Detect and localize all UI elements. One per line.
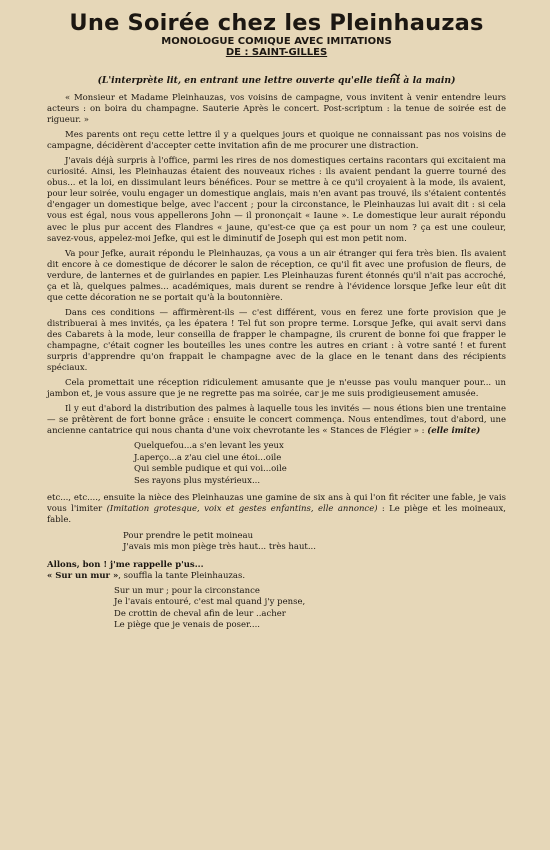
dialogue-quote: « Sur un mur »	[47, 571, 119, 581]
paragraph: Cela promettait une réception ridiculement amusante que je n'eusse pas voulu manquer pour... un jambon et, je vous assure que je ne regrette pas ma soirée, car je me suis prodigieusement amusée.	[47, 378, 506, 400]
paragraph: Dans ces conditions — affirmèrent-ils — c'est différent, vous en ferez une forte provision que je distribuerai à mes invités, ça les épatera ! Tel fut son propre terme. Lorsque Jefke, qui avait servi dans des Cabarets à la mode, leur conseilla de frapper le champagne, ils crurent de bonne foi que frapper le champagne, c'était cogner les bouteilles les unes contre les autres en criant : à votre santé ! et furent surpris d'apprendre qu'on frappait le champagne avec de la glace en le tenant dans des récipients spéciaux.	[47, 307, 506, 374]
page-title: Une Soirée chez les Pleinhauzas	[69, 10, 484, 36]
paragraph: Mes parents ont reçu cette lettre il y a quelques jours et quoique ne connaissant pas nos voisins de campagne, décidèrent d'accepter cette invitation afin de me procurer une distraction.	[47, 130, 506, 152]
verse-stanza	[47, 586, 506, 632]
paragraph-text: Il y eut d'abord la distribution des palmes à laquelle tous les invités — nous étions bien une trentaine — se prêtèrent de fort bonne grâce : ensuite le concert commença. Nous entendîmes, tout d'abord, une ancienne cantatrice qui nous chanta d'une voix chevrotante les « Stances de Flégier » :	[47, 404, 506, 437]
verse-line: Qui semble pudique et qui voi...oile	[134, 464, 287, 475]
verse-line: J.aperço...a z'au ciel une étoi...oile	[134, 452, 282, 463]
paragraph	[47, 493, 506, 526]
stage-direction: (L'interprète lit, en entrant une lettre ouverte qu'elle tient à la main)	[97, 75, 456, 86]
verse-line: De crottin de cheval afin de leur ..acher	[114, 608, 286, 619]
paragraph-text: etc..., etc...., ensuite la nièce des Pleinhauzas une gamine de six ans à qui l'on fit réciter une fable, je vais vous l'imiter	[47, 493, 506, 515]
paragraph: Va pour Jefke, aurait répondu le Pleinhauzas, ça vous a un air étranger qui fera très bien. Ils avaient dit encore à ce domestique de décorer le salon de réception, ce qu'il fit avec une profusion de fleurs, de verdure, de lanternes et de guirlandes en papier. Les Pleinhauzas furent étonnés qu'il n'ait pas accroché, ça et là, quelques palmes... académiques, mais durent se rendre à l'évidence lorsque Jefke leur eût dit que cette décoration ne se portait qu'à la boutonnière.	[47, 248, 506, 303]
verse-stanza	[47, 531, 506, 554]
verse-line: Quelquefou...a s'en levant les yeux	[134, 441, 284, 452]
dialogue-line: Allons, bon ! j'me rappelle p'us...	[47, 559, 204, 570]
dialogue-line	[47, 571, 506, 583]
paragraph-text: : Le piège et les moineaux, fable.	[47, 504, 506, 526]
verse-line: Sur un mur ; pour la circonstance	[114, 585, 260, 596]
verse-line: Je l'avais entouré, c'est mal quand j'y pense,	[114, 597, 306, 607]
verse-line: J'avais mis mon piège très haut... très haut...	[123, 542, 316, 552]
stage-direction-inline: (Imitation grotesque, voix et gestes enfantins, elle annonce)	[106, 504, 378, 515]
stage-direction-inline: (elle imite)	[427, 426, 481, 437]
verse-line: Le piège que je venais de poser....	[114, 620, 260, 630]
dialogue-text: , souffla la tante Pleinhauzas.	[118, 571, 246, 581]
verse-stanza	[47, 441, 506, 487]
paragraph: J'avais déjà surpris à l'office, parmi les rires de nos domestiques certains racontars qui excitaient ma curiosité. Ainsi, les Pleinhauzas étaient des nouveaux riches : ils avaient pendant la guerre tourné des obus... et la loi, en dissimulant leurs bénéfices. Pour se mettre à ce qu'il croyaient à la mode, ils avaient, pour leur soirée, voulu engager un domestique anglais, mais n'en avant pas trouvé, ils s'étaient contentés d'engager un domestique belge, avec l'accent ; pour la circonstance, le Pleinhauzas lui avait dit : si cela vous est égal, nous vous appellerons John — il prononçait « Iaune ». Le domestique leur aurait répondu avec le plus pur accent des Flandres « jaune, qu'est-ce que ça est pour un nom ? ça est une couleur, savez-vous, appelez-moi Jefke, qui est le diminutif de Joseph qui est mon petit nom.	[47, 156, 506, 244]
verse-line: Pour prendre le petit moineau	[123, 530, 254, 541]
paragraph	[47, 404, 506, 437]
page-subtitle: MONOLOGUE COMIQUE AVEC IMITATIONS	[161, 36, 392, 47]
ink-mark-icon	[391, 73, 400, 78]
paragraph: « Monsieur et Madame Pleinhauzas, vos voisins de campagne, vous invitent à venir entendre leurs acteurs : on boira du champagne. Sauterie Après le concert. Post-scriptum : la tenue de soirée est de rigueur. »	[47, 93, 506, 126]
author-line: DE : SAINT-GILLES	[225, 47, 328, 58]
verse-line: Ses rayons plus mystérieux...	[134, 475, 261, 486]
